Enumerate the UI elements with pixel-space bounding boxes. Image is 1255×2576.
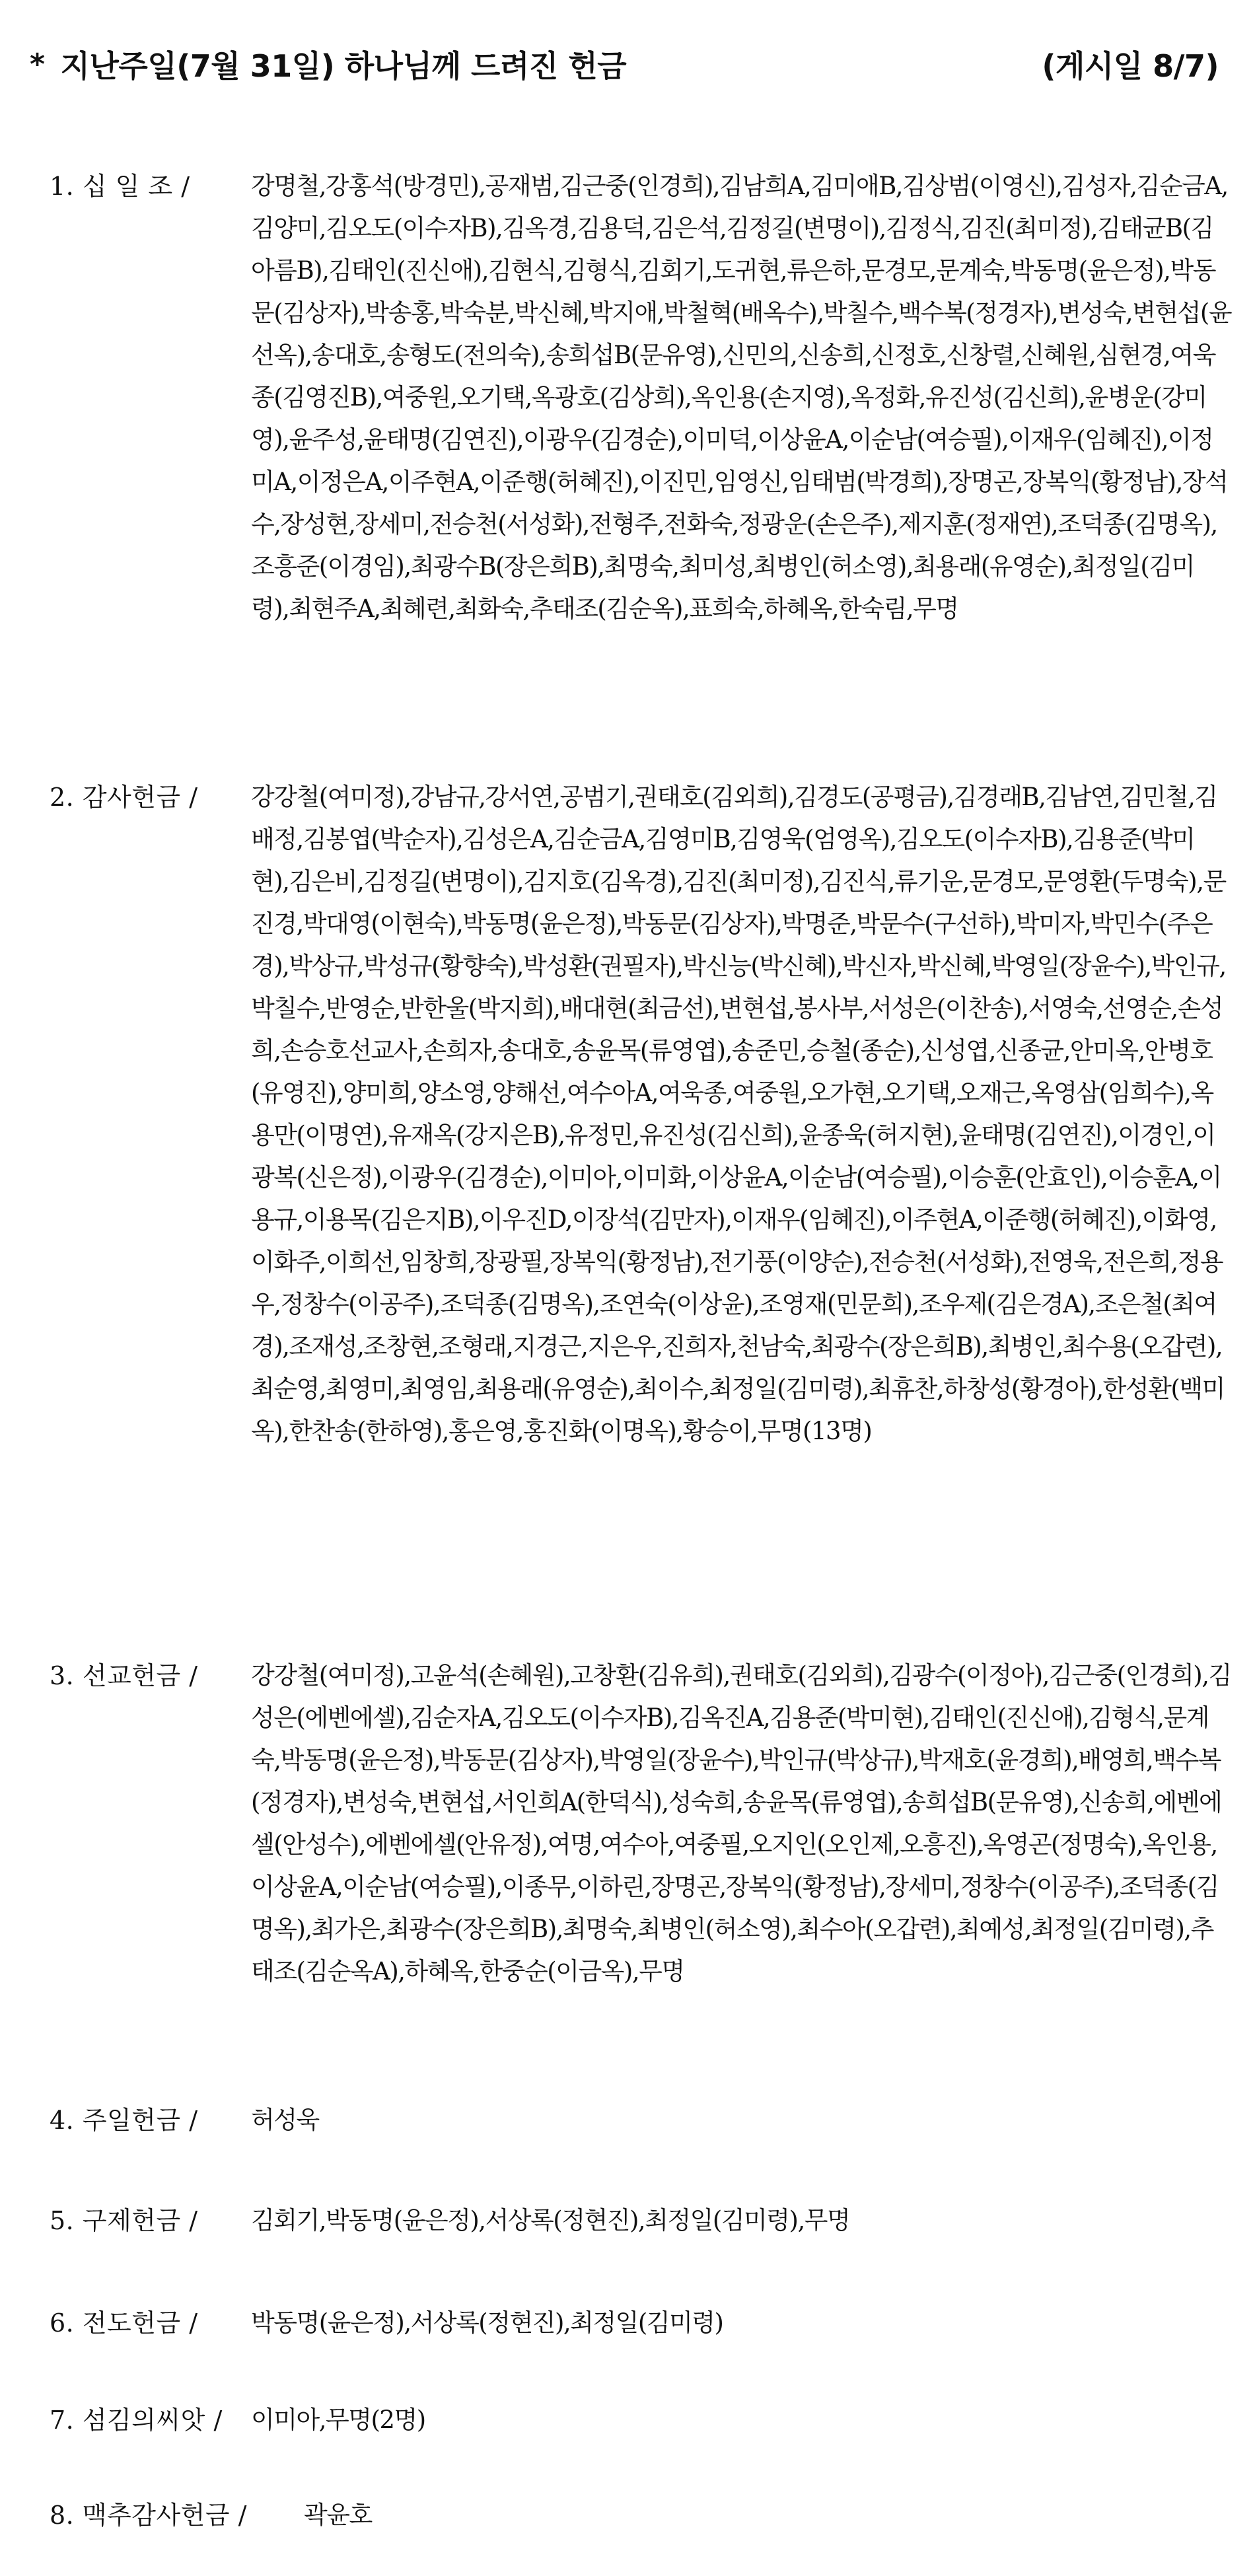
section-relief: [50, 2200, 1232, 2242]
asterisk-icon: *: [30, 47, 45, 81]
donor-list: 허성욱: [251, 2106, 319, 2134]
donor-list: 김회기,박동명(윤은정),서상록(정현진),최정일(김미령),무명: [251, 2206, 850, 2235]
donor-list: 강강철(여미정),고윤석(손혜원),고창환(김유희),권태호(김외희),김광수(이정아),김근중(인경희),김성은(에벤에셀),김순자A,김오도(이수자B),김옥진A,김용준(박미현),김태인(진신애),김형식,문계숙,박동명(윤은정),박동문(김상자),박영일(장윤수),박인규(박상규),박재호(윤경희),배영희,백수복(정경자),변성숙,변현섭,서인희A(한덕식),성숙희,송윤목(류영엽),송희섭B(문유영),신송희,에벤에셀(안성수),에벤에셀(안유정),여명,여수아,여중필,오지인(오인제,오흥진),옥영곤(정명숙),옥인용,이상윤A,이순남(여승필),이종무,이하린,장명곤,장복익(황정남),장세미,정창수(이공주),조덕종(김명옥),최가은,최광수(장은희B),최명숙,최병인(허소영),최수아(오갑련),최예성,최정일(김미령),추태조(김순옥A),하혜옥,한중순(이금옥),무명: [251, 1661, 1231, 1986]
donor-list: 이미아,무명(2명): [251, 2406, 425, 2434]
section-tithe: [50, 165, 1232, 630]
section-label: 8. 맥추감사헌금 /: [50, 2501, 247, 2530]
section-serving-seed: [50, 2399, 1232, 2441]
donor-list: 박동명(윤은정),서상록(정현진),최정일(김미령): [251, 2308, 723, 2337]
section-label: 7. 섬김의씨앗 /: [50, 2406, 223, 2435]
section-label: 4. 주일헌금 /: [50, 2106, 198, 2135]
page-title: 지난주일(7월 31일) 하나님께 드려진 헌금: [60, 48, 627, 84]
donor-list: 강명철,강홍석(방경민),공재범,김근중(인경희),김남희A,김미애B,김상범(이영신),김성자,김순금A,김양미,김오도(이수자B),김옥경,김용덕,김은석,김정길(변명이),김정식,김진(최미정),김태균B(김아름B),김태인(진신애),김현식,김형식,김회기,도귀현,류은하,문경모,문계숙,박동명(윤은정),박동문(김상자),박송홍,박숙분,박신혜,박지애,박철혁(배옥수),박칠수,백수복(정경자),변성숙,변현섭(윤선옥),송대호,송형도(전의숙),송희섭B(문유영),신민의,신송희,신정호,신창렬,신혜원,심현경,여욱종(김영진B),여중원,오기택,옥광호(김상희),옥인용(손지영),옥정화,유진성(김신희),윤병운(강미영),윤주성,윤태명(김연진),이광우(김경순),이미덕,이상윤A,이순남(여승필),이재우(임혜진),이정미A,이정은A,이주현A,이준행(허혜진),이진민,임영신,임태범(박경희),장명곤,장복익(황정남),장석수,장성현,장세미,전승천(서성화),전형주,전화숙,정광운(손은주),제지훈(정재연),조덕종(김명옥),조흥준(이경임),최광수B(장은희B),최명숙,최미성,최병인(허소영),최용래(유영순),최정일(김미령),최현주A,최혜련,최화숙,추태조(김순옥),표희숙,하혜옥,한숙림,무명: [251, 172, 1232, 623]
donor-list: 강강철(여미정),강남규,강서연,공범기,권태호(김외희),김경도(공평금),김경래B,김남연,김민철,김배정,김봉엽(박순자),김성은A,김순금A,김영미B,김영욱(엄영옥),김오도(이수자B),김용준(박미현),김은비,김정길(변명이),김지호(김옥경),김진(최미정),김진식,류기운,문경모,문영환(두명숙),문진경,박대영(이현숙),박동명(윤은정),박동문(김상자),박명준,박문수(구선하),박미자,박민수(주은경),박상규,박성규(황향숙),박성환(권필자),박신능(박신혜),박신자,박신혜,박영일(장윤수),박인규,박칠수,반영순,반한울(박지희),배대현(최금선),변현섭,봉사부,서성은(이찬송),서영숙,선영순,손성희,손승호선교사,손희자,송대호,송윤목(류영엽),송준민,승철(종순),신성엽,신종균,안미옥,안병호(유영진),양미희,양소영,양해선,여수아A,여욱종,여중원,오가현,오기택,오재근,옥영삼(임희수),옥용만(이명연),유재옥(강지은B),유정민,유진성(김신희),윤종욱(허지현),윤태명(김연진),이경인,이광복(신은정),이광우(김경순),이미아,이미화,이상윤A,이순남(여승필),이승훈(안효인),이승훈A,이용규,이용목(김은지B),이우진D,이장석(김만자),이재우(임혜진),이주현A,이준행(허혜진),이화영,이화주,이희선,임창희,장광필,장복익(황정남),전기풍(이양순),전승천(서성화),전영욱,전은희,정용우,정창수(이공주),조덕종(김명옥),조연숙(이상윤),조영재(민문희),조우제(김은경A),조은철(최여경),조재성,조창현,조형래,지경근,지은우,진희자,천남숙,최광수(장은희B),최병인,최수용(오갑련),최순영,최영미,최영임,최용래(유영순),최이수,최정일(김미령),최휴찬,하창성(황경아),한성환(백미옥),한찬송(한하영),홍은영,홍진화(이명옥),황승이,무명(13명): [251, 783, 1226, 1445]
section-label: 1. 십 일 조 /: [50, 172, 190, 201]
section-harvest-thanks: [50, 2494, 1232, 2536]
report-header: [30, 34, 1225, 94]
section-sunday: [50, 2099, 1232, 2141]
section-label: 5. 구제헌금 /: [50, 2206, 198, 2235]
header-title-group: [30, 42, 626, 86]
section-thanksgiving: [50, 776, 1232, 1452]
donor-list: 곽윤호: [304, 2501, 372, 2529]
section-label: 3. 선교헌금 /: [50, 1661, 198, 1690]
section-evangelism: [50, 2302, 1232, 2344]
section-mission: [50, 1655, 1232, 1993]
posted-date: (게시일 8/7): [1042, 48, 1219, 84]
section-label: 2. 감사헌금 /: [50, 783, 198, 812]
section-label: 6. 전도헌금 /: [50, 2308, 198, 2338]
